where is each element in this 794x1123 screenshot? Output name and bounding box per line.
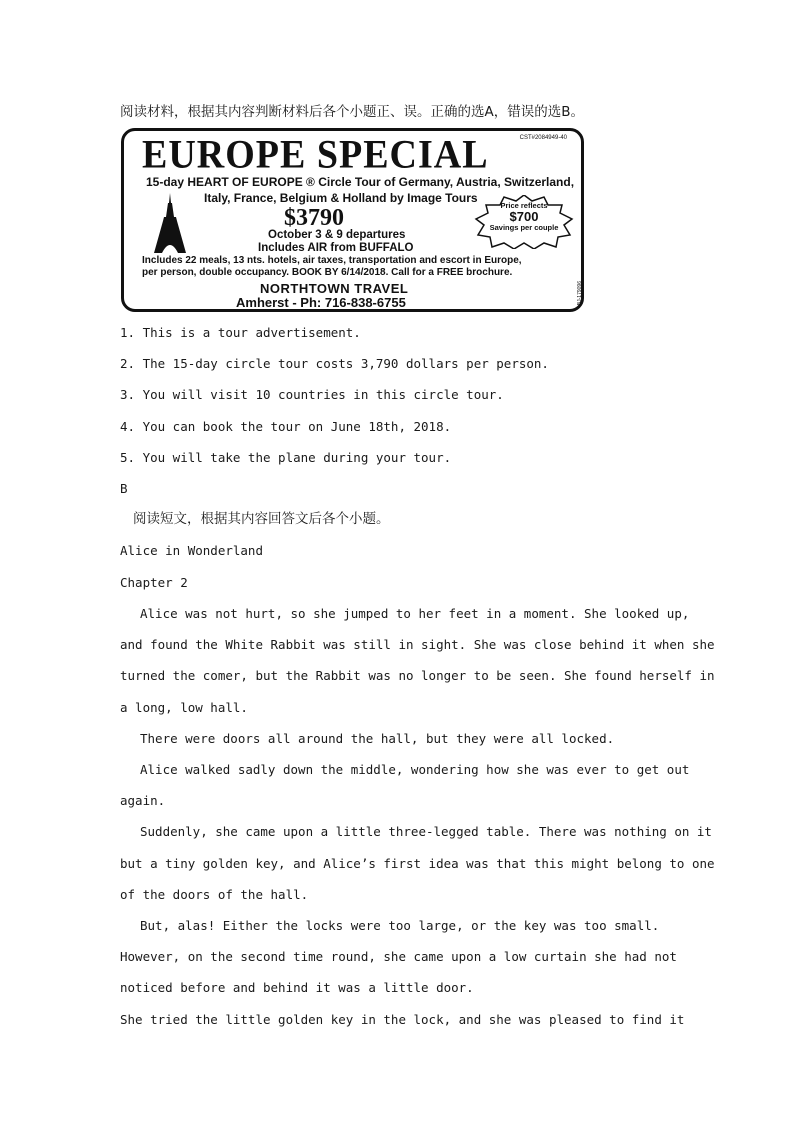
ad-price: $3790	[284, 205, 344, 231]
story-title: Alice in Wonderland	[120, 543, 263, 558]
ad-dates: October 3 & 9 departures	[268, 229, 406, 241]
story-line: Suddenly, she came upon a little three-legged table. There was nothing on it	[140, 824, 712, 839]
question-1: 1. This is a tour advertisement.	[120, 325, 361, 340]
story-line: of the doors of the hall.	[120, 887, 309, 902]
section-b-label: B	[120, 481, 128, 496]
story-line: She tried the little golden key in the lock, and she was pleased to find it	[120, 1012, 685, 1027]
story-line: turned the comer, but the Rabbit was no longer to be seen. She found herself in	[120, 668, 715, 683]
ad-tour-line: 15-day HEART OF EUROPE ® Circle Tour of Germany, Austria, Switzerland,	[146, 175, 575, 189]
burst-amount: $700	[509, 209, 539, 224]
question-2: 2. The 15-day circle tour costs 3,790 dollars per person.	[120, 356, 549, 371]
burst-top: Price reflects	[500, 201, 548, 210]
story-line: However, on the second time round, she came upon a low curtain she had not	[120, 949, 677, 964]
story-line: and found the White Rabbit was still in sight. She was close behind it when she	[120, 637, 715, 652]
eiffel-tower-icon	[150, 193, 190, 255]
ad-side-code: BJ-179096	[577, 281, 583, 306]
story-line: Alice walked sadly down the middle, wondering how she was ever to get out	[140, 762, 690, 777]
story-line: But, alas! Either the locks were too large, or the key was too small.	[140, 918, 660, 933]
ad-agency: NORTHTOWN TRAVEL	[260, 281, 409, 296]
story-line: but a tiny golden key, and Alice’s first idea was that this might belong to one	[120, 856, 715, 871]
ad-countries-line: Italy, France, Belgium & Holland by Image Tours	[204, 191, 478, 205]
story-line: a long, low hall.	[120, 700, 248, 715]
chapter-label: Chapter 2	[120, 575, 188, 590]
question-5: 5. You will take the plane during your tour.	[120, 450, 452, 465]
story-line: again.	[120, 793, 166, 808]
instructions-reading-judgement: 阅读材料，根据其内容判断材料后各个小题正、误。正确的选A，错误的选B。	[120, 104, 584, 120]
tour-advertisement	[121, 128, 584, 312]
story-line: Alice was not hurt, so she jumped to her feet in a moment. She looked up,	[140, 606, 690, 621]
savings-burst-text	[474, 201, 574, 232]
ad-phone: Amherst - Ph: 716-838-6755	[236, 295, 406, 310]
instructions-reading-answer: 阅读短文，根据其内容回答文后各个小题。	[133, 511, 390, 527]
question-4: 4. You can book the tour on June 18th, 2018.	[120, 419, 452, 434]
ad-includes-line-1: Includes 22 meals, 13 nts. hotels, air taxes, transportation and escort in Europe,	[142, 255, 522, 266]
question-3: 3. You will visit 10 countries in this circle tour.	[120, 387, 504, 402]
ad-air: Includes AIR from BUFFALO	[258, 242, 414, 254]
burst-bottom: Savings per couple	[489, 223, 559, 232]
story-line: There were doors all around the hall, but they were all locked.	[140, 731, 615, 746]
ad-title: EUROPE SPECIAL	[142, 132, 489, 178]
ad-includes-line-2: per person, double occupancy. BOOK BY 6/14/2018. Call for a FREE brochure.	[142, 267, 513, 278]
story-line: noticed before and behind it was a little door.	[120, 980, 474, 995]
ad-code: CST#2084949-40	[519, 135, 567, 141]
